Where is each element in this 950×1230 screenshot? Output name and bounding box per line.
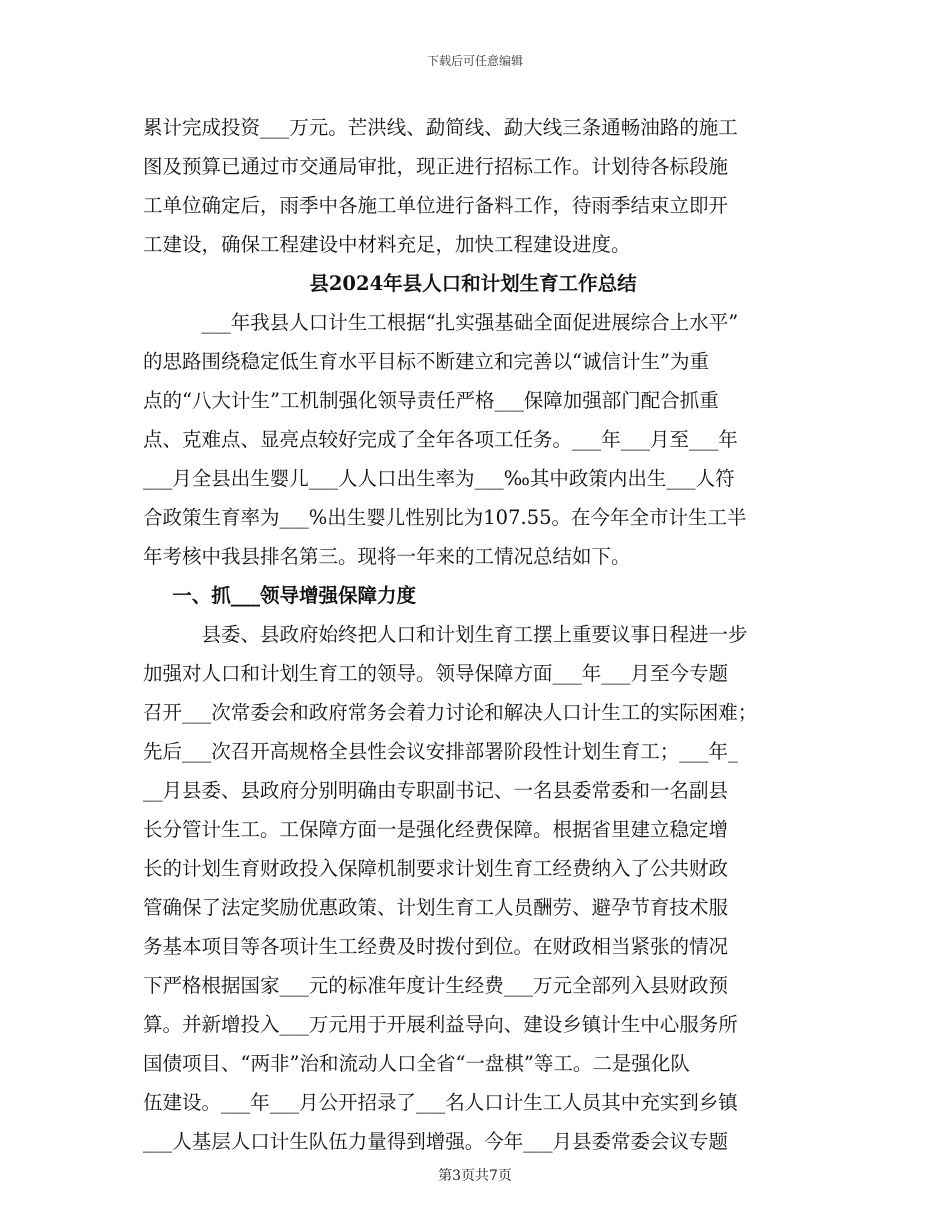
text-line: 务基本项目等各项计生工经费及时拨付到位。在财政相当紧张的情况 [143, 935, 729, 958]
text-line: 召开___次常委会和政府常务会着力讨论和解决人口计生工的实际困难； [143, 701, 758, 724]
text-line: __月县委、县政府分别明确由专职副书记、一名县委常委和一名副县 [143, 779, 729, 802]
text-line: 长分管计生工。工保障方面一是强化经费保障。根据省里建立稳定增 [143, 818, 729, 841]
text-line: 加强对人口和计划生育工的领导。领导保障方面___年___月至今专题 [143, 662, 729, 685]
text-line: 合政策生育率为___%出生婴儿性别比为107.55。在今年全市计生工半 [143, 506, 747, 529]
text-line: 的思路围绕稳定低生育水平目标不断建立和完善以“诚信计生”为重 [143, 350, 709, 373]
text-line: 先后___次召开高规格全县性会议安排部署阶段性计划生育工；___年_ [143, 740, 738, 763]
text-line: 国债项目、“两非”治和流动人口全省“一盘棋”等工。二是强化队 [143, 1052, 690, 1075]
page-footer: 第3页共7页 [438, 1168, 512, 1184]
text-line: 县委、县政府始终把人口和计划生育工摆上重要议事日程进一步 [201, 623, 748, 646]
text-line: 点的“八大计生”工机制强化领导责任严格___保障加强部门配合抓重 [143, 389, 719, 412]
text-line: 下严格根据国家___元的标准年度计生经费___万元全部列入县财政预 [143, 974, 729, 997]
document-title: 县2024年县人口和计划生育工作总结 [309, 272, 637, 295]
text-line: 长的计划生育财政投入保障机制要求计划生育工经费纳入了公共财政 [143, 857, 729, 880]
text-line: 累计完成投资___万元。芒洪线、勐简线、勐大线三条通畅油路的施工 [143, 116, 738, 139]
section-heading: 一、抓___领导增强保障力度 [172, 584, 417, 607]
text-line: 年考核中我县排名第三。现将一年来的工情况总结如下。 [143, 545, 631, 568]
text-line: ___年我县人口计生工根据“扎实强基础全面促进展综合上水平” [201, 311, 739, 334]
page-header: 下载后可任意编辑 [426, 54, 523, 68]
text-line: 管确保了法定奖励优惠政策、计划生育工人员酬劳、避孕节育技术服 [143, 896, 729, 919]
text-line: 工单位确定后，雨季中各施工单位进行备料工作，待雨季结束立即开 [143, 194, 729, 217]
text-line: 点、克难点、显亮点较好完成了全年各项工任务。___年___月至___年 [143, 428, 738, 451]
document-body [143, 108, 803, 1161]
text-line: 工建设，确保工程建设中材料充足，加快工程建设进度。 [143, 233, 631, 256]
text-line: 伍建设。___年___月公开招录了___名人口计生工人员其中充实到乡镇 [143, 1091, 738, 1114]
text-line: ___月全县出生婴儿___人人口出生率为___‰其中政策内出生___人符 [143, 467, 735, 490]
text-line: 图及预算已通过市交通局审批，现正进行招标工作。计划待各标段施 [143, 155, 729, 178]
text-line: ___人基层人口计生队伍力量得到增强。今年___月县委常委会议专题 [143, 1130, 729, 1153]
text-line: 算。并新增投入___万元用于开展利益导向、建设乡镇计生中心服务所 [143, 1013, 738, 1036]
